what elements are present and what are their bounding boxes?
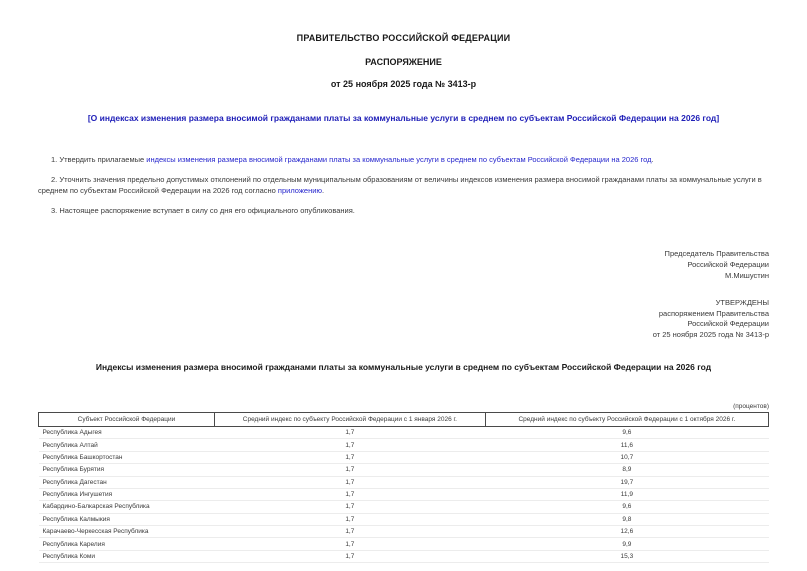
index-value-cell: 1,7 (214, 538, 485, 550)
index-value-cell: 1,7 (214, 550, 485, 562)
signature-block (38, 248, 769, 281)
index-value-cell: 12,6 (485, 526, 768, 538)
annex-link[interactable]: приложению (277, 186, 323, 195)
units-note: (процентов) (733, 403, 769, 410)
region-cell: Республика Калмыкия (39, 513, 215, 525)
table-row (39, 464, 769, 476)
paragraph-2 (38, 174, 769, 196)
index-value-cell: 10,7 (485, 451, 768, 463)
region-cell: Республика Алтай (39, 439, 215, 451)
signature-line: Российской Федерации (687, 260, 769, 269)
table-header-row (39, 413, 769, 427)
index-value-cell: 8,9 (485, 464, 768, 476)
region-cell: Карачаево-Черкесская Республика (39, 526, 215, 538)
table-row (39, 501, 769, 513)
region-cell: Республика Бурятия (39, 464, 215, 476)
table-header (39, 413, 769, 427)
paragraph-2-text: 2. Уточнить значения предельно допустимых отклонений по отдельным муниципальным образованиям от величины индексов изменения размера вносимой гражданами платы за коммунальные услуги в среднем по субъектам Российской Федерации на 2026 год согласно (38, 175, 762, 195)
table-row (39, 451, 769, 463)
column-header-region: Субъект Российской Федерации (39, 413, 215, 427)
indexes-link[interactable]: индексы изменения размера вносимой гражданами платы за коммунальные услуги в среднем по субъектам Российской Федерации на 2026 год (146, 155, 652, 164)
index-value-cell: 9,8 (485, 513, 768, 525)
paragraph-1-period: . (651, 155, 654, 164)
approval-line: Российской Федерации (687, 319, 769, 328)
approval-line: распоряжением Правительства (658, 308, 769, 318)
table-row (39, 513, 769, 525)
region-cell: Республика Башкортостан (39, 451, 215, 463)
region-cell: Республика Коми (39, 550, 215, 562)
table-row (39, 427, 769, 439)
index-value-cell: 1,7 (214, 427, 485, 439)
paragraph-2-period: . (322, 186, 325, 195)
index-value-cell: 9,6 (485, 501, 768, 513)
document-date-number: от 25 ноября 2025 года № 3413-р (330, 79, 477, 89)
region-cell: Республика Карелия (39, 538, 215, 550)
index-value-cell: 9,6 (485, 427, 768, 439)
table-row (39, 526, 769, 538)
government-org-heading: ПРАВИТЕЛЬСТВО РОССИЙСКОЙ ФЕДЕРАЦИИ (296, 33, 511, 43)
paragraph-1 (38, 154, 769, 165)
region-cell: Республика Адыгея (39, 427, 215, 439)
approval-line: УТВЕРЖДЕНЫ (715, 298, 769, 307)
approval-line: от 25 ноября 2025 года № 3413-р (652, 329, 769, 339)
index-value-cell: 1,7 (214, 526, 485, 538)
region-cell: Республика Дагестан (39, 476, 215, 488)
index-value-cell: 9,9 (485, 538, 768, 550)
paragraph-3: 3. Настоящее распоряжение вступает в силу со дня его официального опубликования. (51, 206, 355, 215)
signature-line: Председатель Правительства (664, 249, 769, 258)
indexes-table (38, 412, 769, 563)
approval-block (38, 298, 769, 340)
index-value-cell: 1,7 (214, 501, 485, 513)
column-header-january-index: Средний индекс по субъекту Российской Федерации с 1 января 2026 г. (214, 413, 485, 427)
table-title: Индексы изменения размера вносимой гражданами платы за коммунальные услуги в среднем по субъектам Российской Федерации на 2026 год (95, 362, 712, 372)
index-value-cell: 11,6 (485, 439, 768, 451)
index-value-cell: 1,7 (214, 513, 485, 525)
region-cell: Республика Ингушетия (39, 488, 215, 500)
document-type-heading: РАСПОРЯЖЕНИЕ (365, 57, 442, 67)
table-row (39, 439, 769, 451)
index-value-cell: 15,3 (485, 550, 768, 562)
region-cell: Кабардино-Балкарская Республика (39, 501, 215, 513)
paragraph-1-text: 1. Утвердить прилагаемые (51, 155, 147, 164)
index-value-cell: 19,7 (485, 476, 768, 488)
table-body (39, 427, 769, 563)
index-value-cell: 1,7 (214, 476, 485, 488)
index-value-cell: 1,7 (214, 439, 485, 451)
index-value-cell: 11,9 (485, 488, 768, 500)
table-row (39, 538, 769, 550)
index-value-cell: 1,7 (214, 464, 485, 476)
index-value-cell: 1,7 (214, 451, 485, 463)
table-row (39, 476, 769, 488)
column-header-october-index: Средний индекс по субъекту Российской Федерации с 1 октября 2026 г. (485, 413, 768, 427)
document-title-link[interactable]: [О индексах изменения размера вносимой гражданами платы за коммунальные услуги в среднем по субъектам Российской Федерации на 2026 год] (87, 113, 720, 123)
index-value-cell: 1,7 (214, 488, 485, 500)
table-row (39, 488, 769, 500)
table-row (39, 550, 769, 562)
signature-line: М.Мишустин (725, 271, 769, 280)
